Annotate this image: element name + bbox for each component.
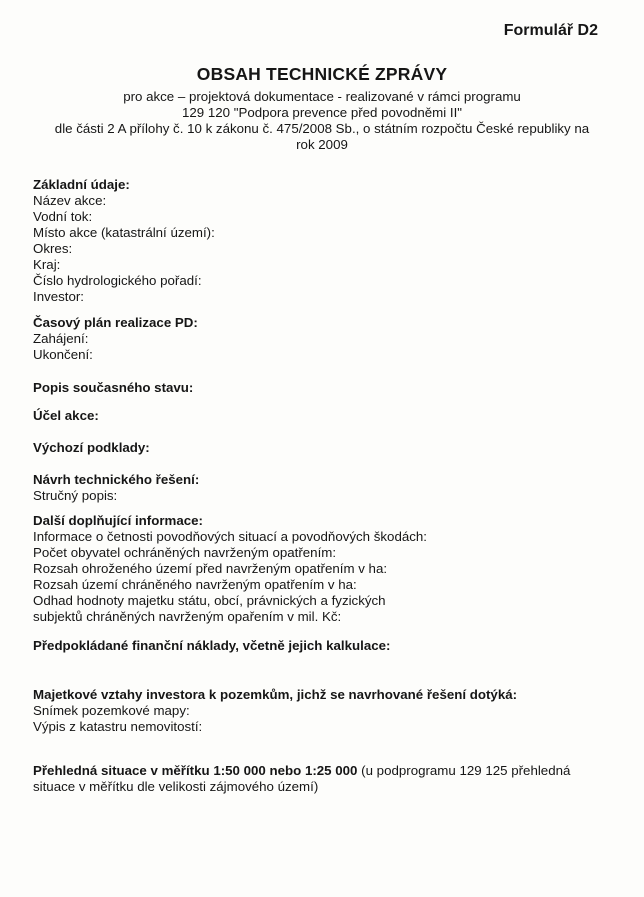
document-body <box>33 177 614 795</box>
field-label-vypis-z-katastru: Výpis z katastru nemovitostí: <box>33 719 203 734</box>
section-popis-soucasneho-stavu <box>33 380 614 396</box>
field-label-nazev-akce: Název akce: <box>33 193 107 208</box>
subtitle-line-4: rok 2009 <box>296 137 348 152</box>
field-label-snimek-pozemkove-mapy: Snímek pozemkové mapy: <box>33 703 190 718</box>
subtitle-line-1: pro akce – projektová dokumentace - realizované v rámci programu <box>123 89 521 104</box>
section-dalsi-doplnujici-informace <box>33 513 614 625</box>
closing-paragraph <box>33 763 598 795</box>
section-predpokladane-financni-naklady <box>33 638 614 654</box>
section-vychozi-podklady <box>33 440 614 456</box>
section-heading: Předpokládané finanční náklady, včetně jejich kalkulace: <box>33 638 391 653</box>
field-label-rozsah-ohrozeneho-uzemi: Rozsah ohroženého území před navrženým opatřením v ha: <box>33 561 388 576</box>
field-label-zahajeni: Zahájení: <box>33 331 89 346</box>
section-heading: Výchozí podklady: <box>33 440 150 455</box>
section-heading: Účel akce: <box>33 408 99 423</box>
section-heading: Majetkové vztahy investora k pozemkům, jichž se navrhované řešení dotýká: <box>33 687 518 702</box>
field-label-rozsah-uzemi-chraneneho: Rozsah území chráněného navrženým opatřením v ha: <box>33 577 357 592</box>
form-number-label: Formulář D2 <box>503 22 598 39</box>
section-heading: Časový plán realizace PD: <box>33 315 198 330</box>
subtitle-line-3: dle části 2 A přílohy č. 10 k zákonu č. 475/2008 Sb., o státním rozpočtu České republiky na <box>54 121 590 136</box>
field-label-pocet-obyvatel: Počet obyvatel ochráněných navrženým opatřením: <box>33 545 337 560</box>
section-heading: Další doplňující informace: <box>33 513 203 528</box>
section-ucel-akce <box>33 408 614 424</box>
section-heading: Základní údaje: <box>33 177 130 192</box>
field-label-strucny-popis: Stručný popis: <box>33 488 118 503</box>
section-heading: Návrh technického řešení: <box>33 472 200 487</box>
field-label-odhad-hodnoty-majetku: Odhad hodnoty majetku státu, obcí, právnických a fyzických <box>33 593 386 608</box>
field-label-vodni-tok: Vodní tok: <box>33 209 93 224</box>
section-casovy-plan <box>33 315 614 363</box>
field-label-okres: Okres: <box>33 241 73 256</box>
field-label-kraj: Kraj: <box>33 257 61 272</box>
field-label-subjektu-chranenych: subjektů chráněných navrženým opařením v mil. Kč: <box>33 609 342 624</box>
subtitle-line-2: 129 120 "Podpora prevence před povodněmi II" <box>181 105 462 120</box>
section-majetkove-vztahy <box>33 687 614 735</box>
section-navrh-technickeho-reseni <box>33 472 614 504</box>
document-title: OBSAH TECHNICKÉ ZPRÁVY <box>196 64 448 84</box>
document-subtitle <box>0 89 644 153</box>
field-label-cislo-hydrologickeho-poradi: Číslo hydrologického pořadí: <box>33 273 202 288</box>
section-heading: Popis současného stavu: <box>33 380 194 395</box>
field-label-informace-cetnost: Informace o četnosti povodňových situací a povodňových škodách: <box>33 529 427 544</box>
closing-paragraph-bold: Přehledná situace v měřítku 1:50 000 nebo 1:25 000 <box>33 763 358 778</box>
field-label-investor: Investor: <box>33 289 84 304</box>
field-label-ukonceni: Ukončení: <box>33 347 93 362</box>
field-label-misto-akce: Místo akce (katastrální území): <box>33 225 215 240</box>
section-zakladni-udaje <box>33 177 614 305</box>
closing-paragraph-regular: (u podprogramu 129 125 přehledná situace v měřítku dle velikosti zájmového území) <box>33 763 571 794</box>
